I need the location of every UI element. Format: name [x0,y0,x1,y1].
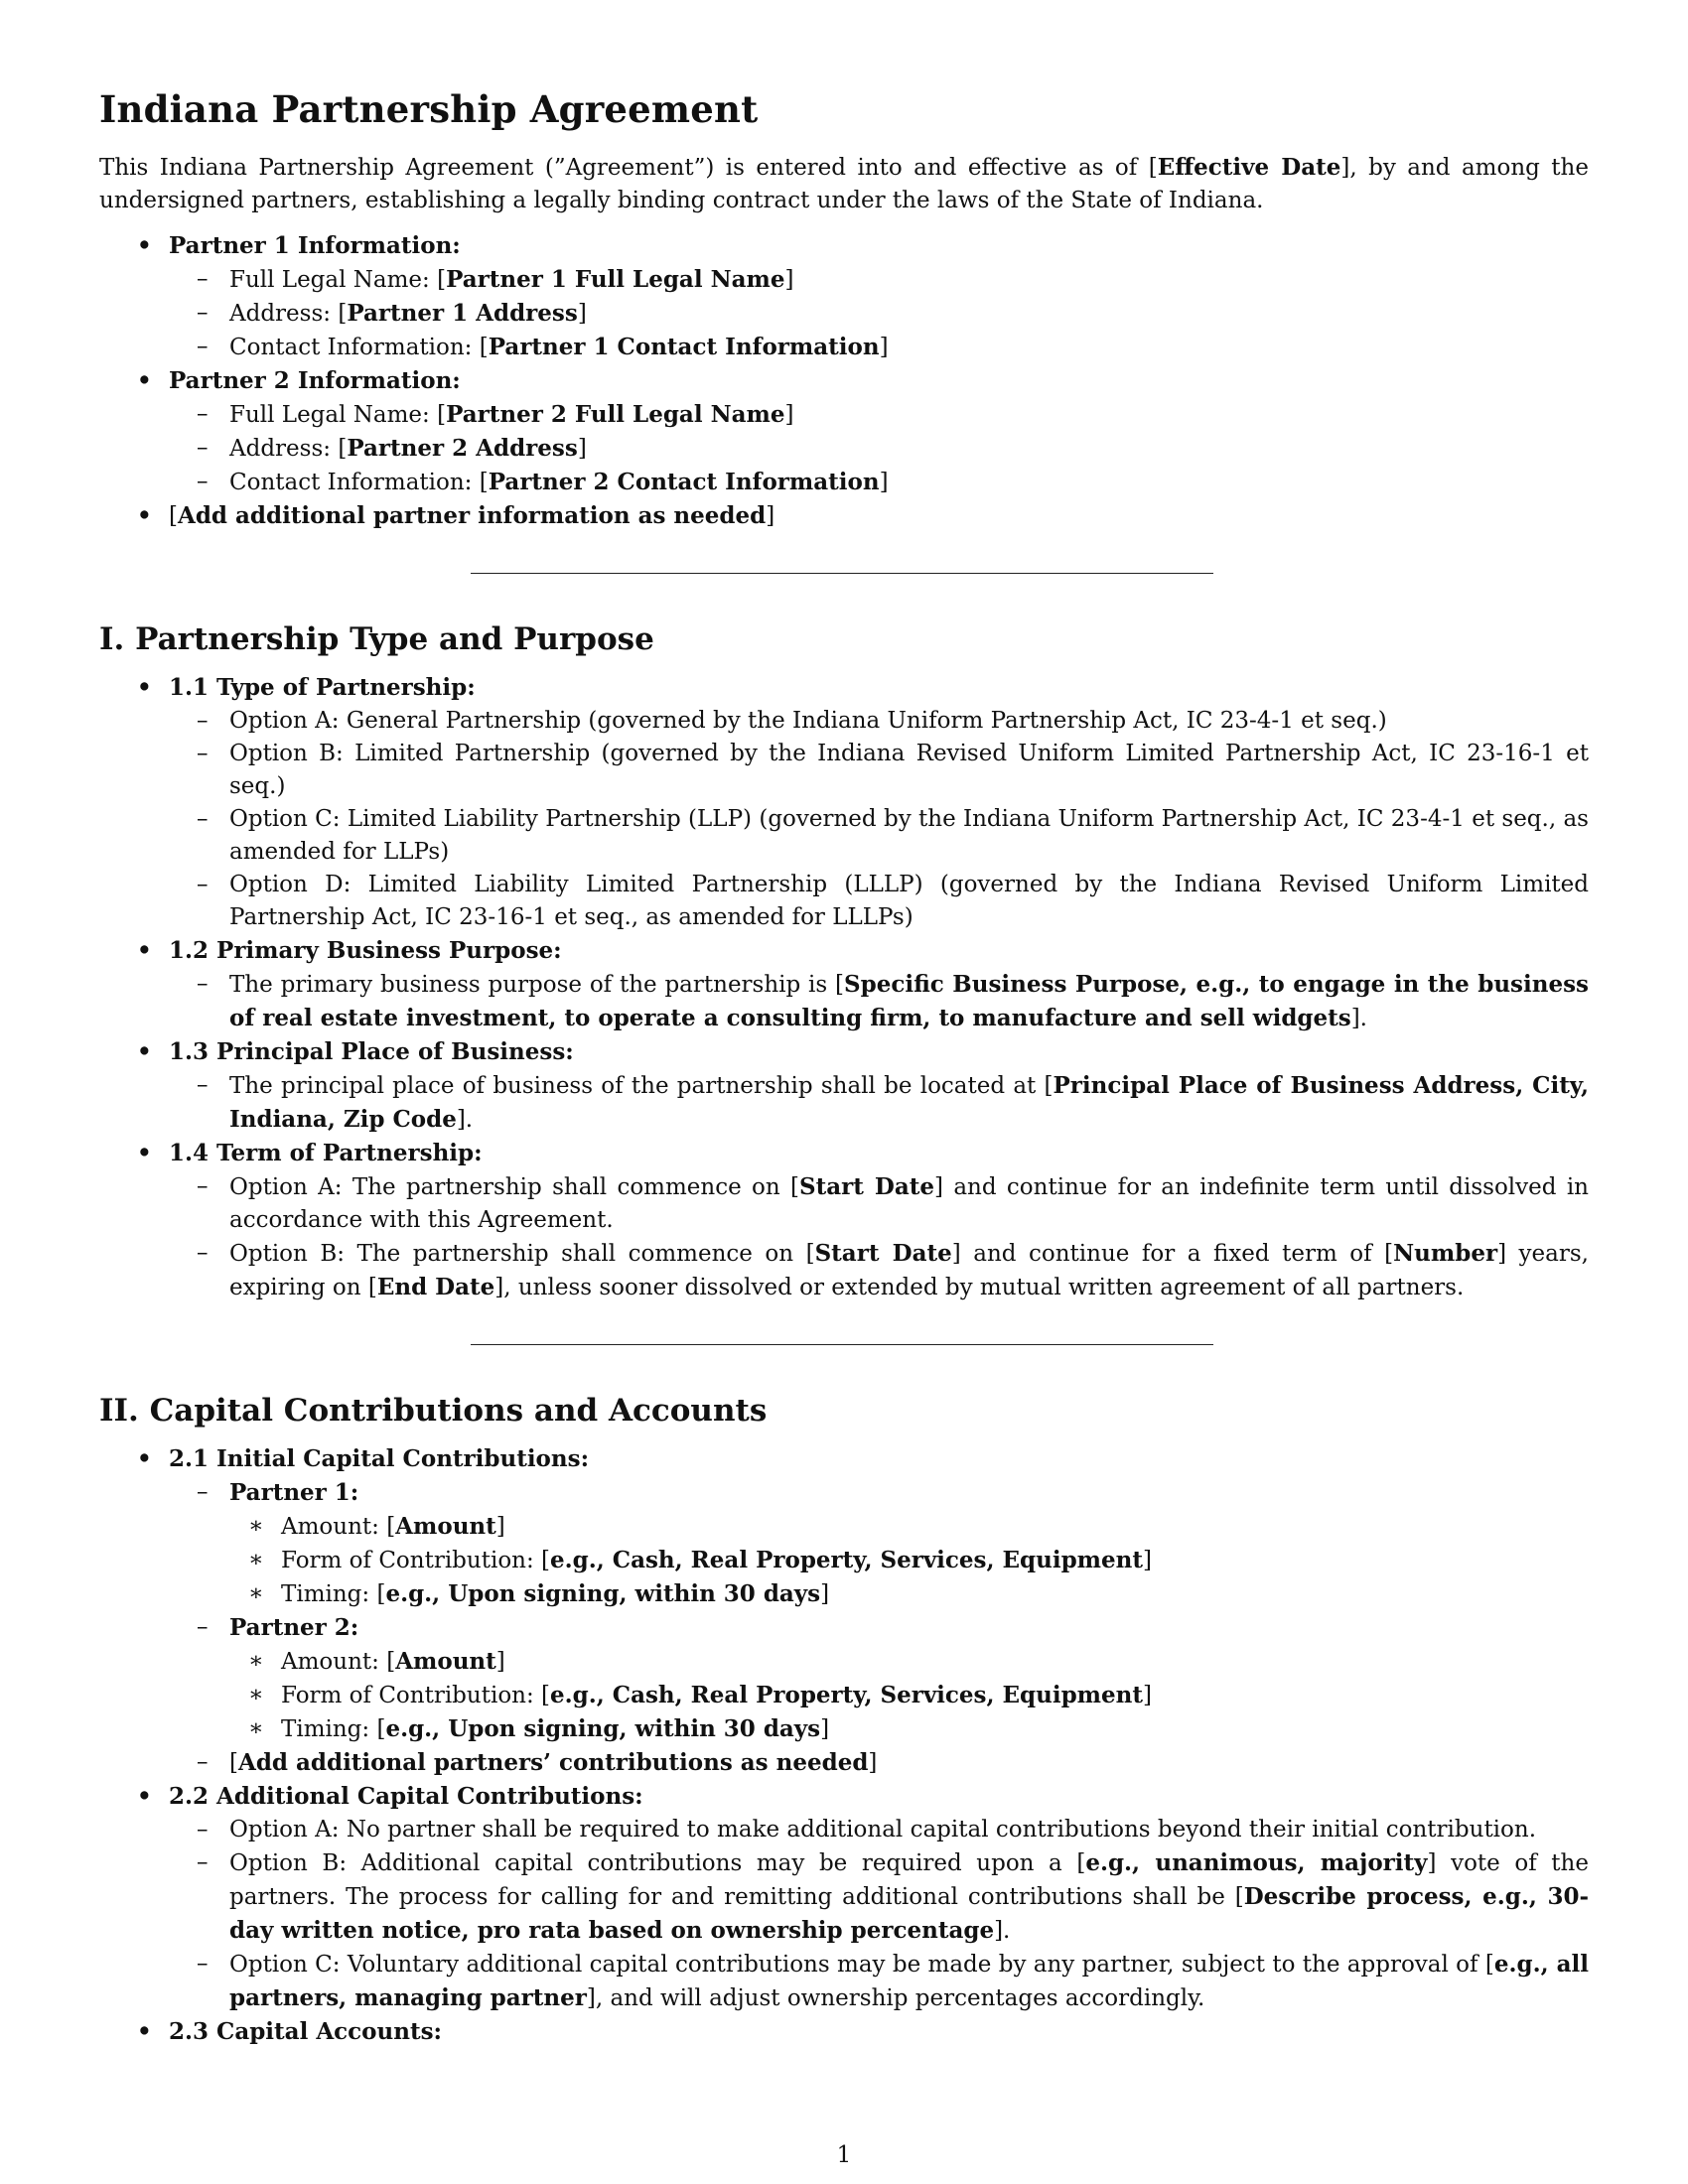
start-date-placeholder: Start Date [814,1240,952,1267]
address-placeholder: Principal Place of Business Address, City, Indiana, Zip Code [229,1072,1589,1133]
list-item: – Option A: General Partnership (governed by the Indiana Uniform Partnership Act, IC 23-4-1 et seq.) [99,705,1589,738]
subsection-1-3 [99,1035,1589,1137]
subsection-heading: 1.3 Principal Place of Business: [169,1038,574,1065]
section-1-list [99,671,1589,1304]
list-item: – Option A: No partner shall be required to make additional capital contributions beyond their initial contribution. [99,1814,1589,1846]
subsection-2-2 [99,1780,1589,2015]
subsection-heading: 2.2 Additional Capital Contributions: [169,1783,643,1810]
list-item [99,1948,1589,2015]
list-item: – [Add additional partners’ contributions as needed] [99,1746,1589,1780]
list-item: ∗ Form of Contribution: [e.g., Cash, Real Property, Services, Equipment] [99,1544,1589,1577]
partner-info-list [99,229,1589,533]
item-text: Option C: Voluntary additional capital contributions may be made by any partner, subject to the approval of [ [229,1952,1494,1978]
add-partner-note: • [Add additional partner information as needed] [99,499,1589,533]
process-placeholder: Describe process, e.g., 30-day written notice, pro rata based on ownership percentage [229,1883,1589,1944]
list-item [99,1170,1589,1237]
section-divider [471,1344,1213,1345]
document-page [99,87,1589,2049]
list-item: – Option B: Limited Partnership (governed by the Indiana Revised Uniform Limited Partnership Act, IC 23-16-1 et seq.) [99,738,1589,803]
item-text-end: ]. [456,1107,474,1133]
subsection-heading: 1.4 Term of Partnership: [169,1140,483,1166]
list-item: – Option D: Limited Liability Limited Partnership (LLLP) (governed by the Indiana Revised Uniform Limited Partnership Act, IC 23-16-1 et seq., as amended for LLLPs) [99,869,1589,934]
list-item [99,1237,1589,1304]
subsection-heading: 1.2 Primary Business Purpose: [169,937,562,964]
field-placeholder: e.g., Upon signing, within 30 days [385,1715,821,1742]
item-text: Option B: Additional capital contributions may be required upon a [ [229,1850,1086,1876]
subsection-1-1 [99,671,1589,934]
partner-2-heading: Partner 2 Information: [169,367,461,394]
item-text: Option B: The partnership shall commence on [ [229,1241,815,1267]
partner-2-contribution [99,1611,1589,1746]
list-item: ∗ Amount: [Amount] [99,1645,1589,1679]
page-number: 1 [836,2142,852,2168]
start-date-placeholder: Start Date [799,1173,935,1200]
field-label: Amount: [281,1649,387,1675]
field-placeholder: e.g., Upon signing, within 30 days [385,1580,821,1607]
item-text: ] years, expiring on [ [229,1241,1589,1300]
add-contributions-placeholder: Add additional partners’ contributions as needed [237,1749,869,1776]
item-text-end: ]. [1350,1006,1367,1031]
item-text-end: ] and continue for an indefinite term until dissolved in accordance with this Agreement. [229,1174,1589,1233]
list-item: – Full Legal Name: [Partner 2 Full Legal Name] [99,398,1589,432]
partner-label: Partner 1: [229,1479,359,1506]
field-label: Contact Information: [229,335,480,360]
list-item: – Contact Information: [Partner 2 Contact Information] [99,466,1589,499]
partner-1-info [99,229,1589,364]
item-text-end: ], and will adjust ownership percentages accordingly. [586,1985,1205,2011]
list-item: ∗ Amount: [Amount] [99,1510,1589,1544]
item-text: ] vote of the partners. The process for calling for and remitting additional contributions shall be [ [229,1850,1589,1910]
item-text: The principal place of business of the partnership shall be located at [ [229,1073,1054,1099]
field-label: Address: [229,436,339,462]
subsection-heading: 2.3 Capital Accounts: [169,2018,443,2045]
approval-placeholder: e.g., all partners, managing partner [229,1951,1590,2011]
subsection-1-4 [99,1137,1589,1304]
partner-1-contribution [99,1476,1589,1611]
list-item [99,1069,1589,1137]
field-placeholder: Amount [395,1513,496,1540]
section-2-list [99,1442,1589,2049]
field-label: Form of Contribution: [281,1683,542,1708]
subsection-2-1 [99,1442,1589,1780]
intro-paragraph [99,151,1589,217]
intro-text-end: ], by and among the undersigned partners, establishing a legally binding contract under the laws of the State of Indiana. [99,155,1589,213]
list-item [99,1846,1589,1948]
field-placeholder: Partner 1 Contact Information [488,334,880,360]
list-item: – Address: [Partner 1 Address] [99,297,1589,331]
list-item: ∗ Timing: [e.g., Upon signing, within 30 days] [99,1577,1589,1611]
field-label: Form of Contribution: [281,1548,542,1573]
list-item: – Full Legal Name: [Partner 1 Full Legal Name] [99,263,1589,297]
vote-placeholder: e.g., unanimous, majority [1085,1849,1428,1876]
field-label: Timing: [281,1716,377,1742]
section-2-heading: II. Capital Contributions and Accounts [99,1393,768,1429]
item-text: Option A: The partnership shall commence on [ [229,1174,800,1200]
list-item: – Address: [Partner 2 Address] [99,432,1589,466]
document-title: Indiana Partnership Agreement [99,87,759,131]
field-placeholder: Partner 2 Address [347,435,578,462]
partner-label: Partner 2: [229,1614,359,1641]
effective-date-placeholder: Effective Date [1157,154,1341,181]
field-label: Full Legal Name: [229,402,438,428]
list-item [99,968,1589,1035]
field-placeholder: Partner 1 Address [347,300,578,327]
list-item: – Contact Information: [Partner 1 Contact Information] [99,331,1589,364]
item-text: The primary business purpose of the partnership is [ [229,972,844,998]
item-text-end: ], unless sooner dissolved or extended by mutual written agreement of all partners. [494,1275,1465,1300]
business-purpose-placeholder: Specific Business Purpose, e.g., to engage in the business of real estate investment, to operate a consulting firm, to manufacture and sell widgets [229,971,1590,1031]
subsection-2-3 [99,2015,1589,2049]
list-item: ∗ Form of Contribution: [e.g., Cash, Real Property, Services, Equipment] [99,1679,1589,1712]
field-placeholder: Partner 2 Full Legal Name [446,401,785,428]
field-label: Amount: [281,1514,387,1540]
field-placeholder: Partner 2 Contact Information [488,469,880,495]
item-text-end: ]. [994,1918,1011,1944]
partner-2-info [99,364,1589,499]
list-item: – Option C: Limited Liability Partnership (LLP) (governed by the Indiana Uniform Partnership Act, IC 23-4-1 et seq., as amended for LLPs) [99,803,1589,869]
partner-1-heading: Partner 1 Information: [169,232,461,259]
field-placeholder: e.g., Cash, Real Property, Services, Equipment [550,1682,1143,1708]
field-placeholder: Amount [395,1648,496,1675]
field-label: Full Legal Name: [229,267,438,293]
end-date-placeholder: End Date [376,1274,495,1300]
field-label: Address: [229,301,339,327]
field-placeholder: Partner 1 Full Legal Name [446,266,785,293]
subsection-1-2 [99,934,1589,1035]
subsection-heading: 2.1 Initial Capital Contributions: [169,1445,590,1472]
subsection-heading: 1.1 Type of Partnership: [169,674,476,701]
section-divider [471,573,1213,574]
field-label: Contact Information: [229,470,480,495]
intro-text: This Indiana Partnership Agreement (”Agreement”) is entered into and effective as of [ [99,155,1158,181]
add-partner-placeholder: Add additional partner information as needed [177,502,767,529]
list-item: ∗ Timing: [e.g., Upon signing, within 30 days] [99,1712,1589,1746]
item-text: ] and continue for a fixed term of [ [951,1241,1394,1267]
number-placeholder: Number [1393,1240,1498,1267]
field-label: Timing: [281,1581,377,1607]
section-1-heading: I. Partnership Type and Purpose [99,621,654,657]
field-placeholder: e.g., Cash, Real Property, Services, Equipment [550,1547,1143,1573]
